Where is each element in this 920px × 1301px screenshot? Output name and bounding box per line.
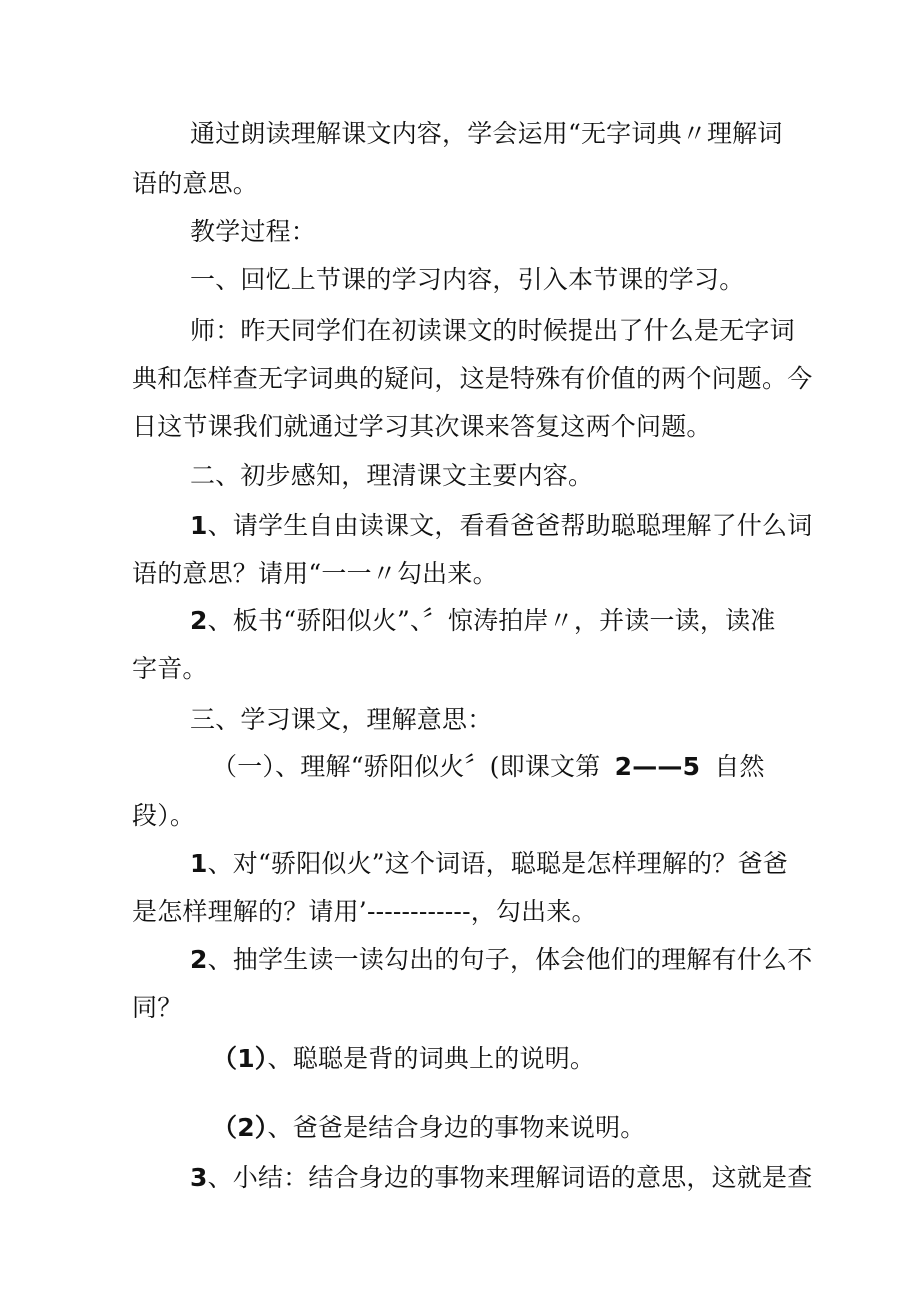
paragraph-11-line-2: 同？ [132, 993, 183, 1022]
paragraph-4-line-3: 日这节课我们就通过学习其次课来答复这两个问题。 [132, 412, 712, 441]
paragraph-13 [212, 1112, 646, 1144]
section-heading-suffix: 自然 [714, 752, 765, 781]
paragraph-6-line-1 [190, 510, 812, 542]
paragraph-1-line-1: 通过朗读理解课文内容，学会运用“无字词典〃理解词 [190, 119, 783, 148]
paragraph-10-line-1 [190, 848, 788, 880]
paragraph-7-line-1 [190, 605, 775, 637]
sub-item-number: （1） [212, 1044, 268, 1073]
section-heading-text: （一）、理解“骄阳似火〞(即课文第 [212, 752, 601, 781]
item-text: 、板书“骄阳似火”、〞惊涛拍岸〃，并读一读，读准 [207, 606, 776, 635]
item-number: 2 [190, 606, 208, 635]
item-text: 、小结：结合身边的事物来理解词语的意思，这就是查 [207, 1163, 813, 1192]
paragraph-9-line-1 [212, 751, 765, 783]
paragraph-10-line-2: 是怎样理解的？请用’------------，勾出来。 [132, 897, 597, 926]
item-text: 、对“骄阳似火”这个词语，聪聪是怎样理解的？爸爸 [207, 849, 788, 878]
item-number: 1 [190, 511, 208, 540]
paragraph-12 [212, 1043, 595, 1075]
paragraph-6-line-2: 语的意思？请用“一一〃勾出来。 [132, 559, 498, 588]
paragraph-14 [190, 1162, 812, 1194]
paragraph-9-line-2: 段）。 [132, 801, 196, 830]
sub-item-text: 、爸爸是结合身边的事物来说明。 [267, 1113, 646, 1142]
section-range-number: 2——5 [614, 752, 701, 781]
item-number: 1 [190, 849, 208, 878]
sub-item-text: 、聪聪是背的词典上的说明。 [267, 1044, 596, 1073]
paragraph-8: 三、学习课文，理解意思： [190, 705, 493, 734]
item-text: 、抽学生读一读勾出的句子，体会他们的理解有什么不 [207, 945, 813, 974]
paragraph-2: 教学过程： [190, 217, 317, 246]
paragraph-11-line-1 [190, 944, 812, 976]
item-text: 、请学生自由读课文，看看爸爸帮助聪聪理解了什么词 [207, 511, 813, 540]
paragraph-3: 一、回忆上节课的学习内容，引入本节课的学习。 [190, 265, 745, 294]
sub-item-number: （2） [212, 1113, 268, 1142]
paragraph-7-line-2: 字音。 [132, 654, 208, 683]
paragraph-4-line-1: 师：昨天同学们在初读课文的时候提出了什么是无字词 [190, 316, 795, 345]
item-number: 3 [190, 1163, 208, 1192]
paragraph-5: 二、初步感知，理清课文主要内容。 [190, 461, 594, 490]
item-number: 2 [190, 945, 208, 974]
paragraph-1-line-2: 语的意思。 [132, 169, 259, 198]
paragraph-4-line-2: 典和怎样查无字词典的疑问，这是特殊有价值的两个问题。今 [132, 364, 813, 393]
